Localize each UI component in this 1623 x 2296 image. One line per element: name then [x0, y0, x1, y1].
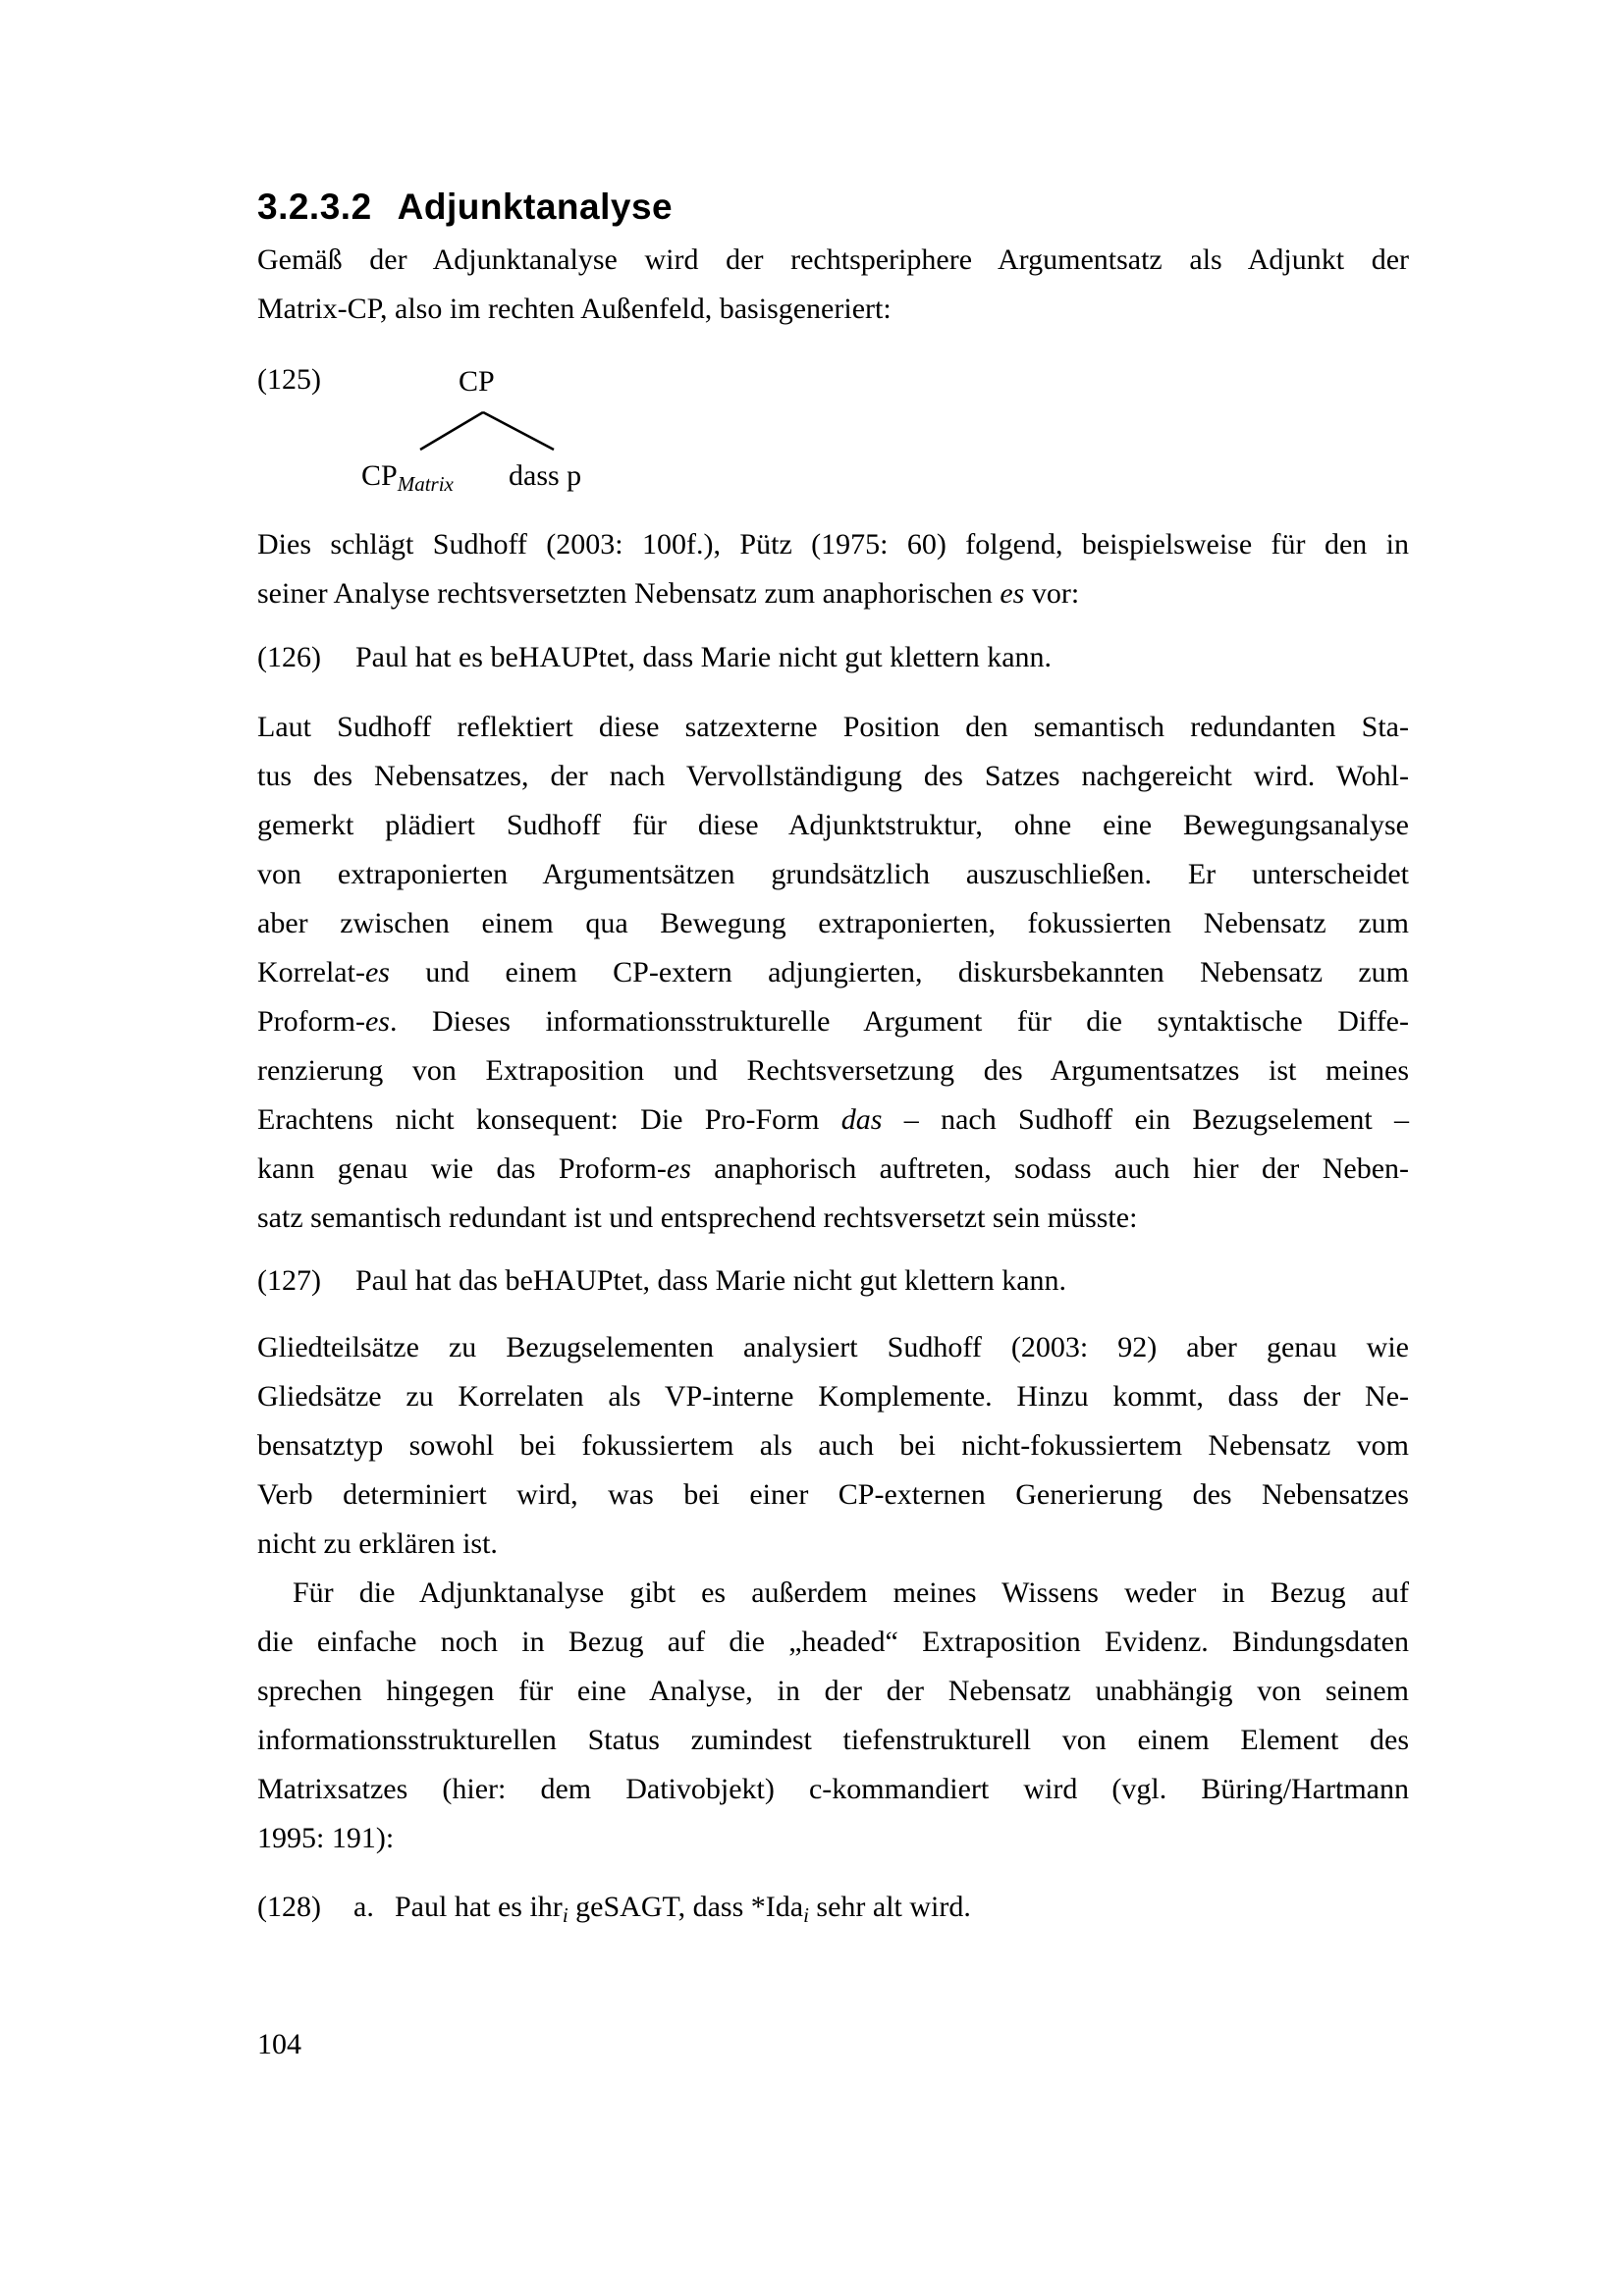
text-line: bensatztyp sowohl bei fokussiertem als auch bei nicht-fokussiertem Nebensatz vom [257, 1429, 1409, 1462]
text-line: Laut Sudhoff reflektiert diese satzexterne Position den semantisch redundanten Sta- [257, 711, 1409, 743]
example-128-label: (128) [257, 1891, 321, 1923]
text-line: Gliedsätze zu Korrelaten als VP-interne Komplemente. Hinzu kommt, dass der Ne- [257, 1380, 1409, 1413]
paragraph-gliedteilsaetze [257, 1323, 1409, 1569]
text-line: Verb determiniert wird, was bei einer CP-externen Generierung des Nebensatzes [257, 1478, 1409, 1511]
section-number: 3.2.3.2 [257, 187, 372, 227]
text-line: seiner Analyse rechtsversetzten Nebensatz zum anaphorischen es vor: [257, 577, 1080, 610]
example-125-label: (125) [257, 363, 321, 396]
text-line: informationsstrukturellen Status zumindest tiefenstrukturell von einem Element des [257, 1724, 1409, 1756]
tree-child-dass-p: dass p [509, 459, 582, 492]
text-line: Gemäß der Adjunktanalyse wird der rechtsperiphere Argumentsatz als Adjunkt der [257, 243, 1409, 276]
text-line: nicht zu erklären ist. [257, 1527, 498, 1560]
text-line: tus des Nebensatzes, der nach Vervollständigung des Satzes nachgereicht wird. Wohl- [257, 760, 1409, 792]
italic-text: das [840, 1103, 883, 1136]
example-126 [257, 633, 1409, 682]
text-line: Proform-es. Dieses informationsstrukturelle Argument für die syntaktische Diffe- [257, 1005, 1409, 1038]
example-127-label: (127) [257, 1264, 321, 1297]
text-line: die einfache noch in Bezug auf die „headed“ Extraposition Evidenz. Bindungsdaten [257, 1626, 1409, 1658]
text-line: Matrixsatzes (hier: dem Dativobjekt) c-kommandiert wird (vgl. Büring/Hartmann [257, 1773, 1409, 1805]
tree-root-node: CP [459, 365, 495, 398]
paragraph-intro [257, 236, 1409, 334]
paragraph-fuer-die-adjunktanalyse [257, 1569, 1409, 1863]
subscript-text: Matrix [397, 472, 454, 496]
text-line: 1995: 191): [257, 1822, 395, 1854]
example-127-text: Paul hat das beHAUPtet, dass Marie nicht gut klettern kann. [355, 1264, 1067, 1297]
text-line: satz semantisch redundant ist und entsprechend rechtsversetzt sein müsste: [257, 1201, 1138, 1234]
italic-text: es [1000, 577, 1025, 610]
subscript-text: i [803, 1903, 809, 1927]
italic-text: es [666, 1152, 691, 1185]
section-heading [257, 187, 1409, 228]
text-line: von extraponierten Argumentsätzen grundsätzlich auszuschließen. Er unterscheidet [257, 858, 1409, 890]
example-125 [257, 361, 709, 504]
tree-child-matrix-cp: $CP_{Matrix}$ [361, 459, 454, 496]
page-number: 104 [257, 2028, 301, 2060]
example-126-text: Paul hat es beHAUPtet, dass Marie nicht gut klettern kann. [355, 641, 1053, 673]
example-128-item-letter: a. [353, 1891, 374, 1923]
paragraph-sudhoff-puetz [257, 520, 1409, 618]
text-line: renzierung von Extraposition und Rechtsversetzung des Argumentsatzes ist meines [257, 1054, 1409, 1087]
text-line: Korrelat-es und einem CP-extern adjungierten, diskursbekannten Nebensatz zum [257, 956, 1409, 988]
text-line: sprechen hingegen für eine Analyse, in der der Nebensatz unabhängig von seinem [257, 1675, 1409, 1707]
paragraph-laut-sudhoff [257, 703, 1409, 1243]
example-128 [257, 1883, 1409, 1932]
text-line: Dies schlägt Sudhoff (2003: 100f.), Pütz (1975: 60) folgend, beispielsweise für den in [257, 528, 1409, 561]
italic-text: es [364, 1005, 390, 1038]
text-line: gemerkt plädiert Sudhoff für diese Adjunktstruktur, ohne eine Bewegungsanalyse [257, 809, 1409, 841]
italic-text: es [364, 956, 390, 988]
subscript-text: i [562, 1903, 568, 1927]
text-line: Erachtens nicht konsequent: Die Pro-Form das – nach Sudhoff ein Bezugselement – [257, 1103, 1409, 1136]
text-line: Matrix-CP, also im rechten Außenfeld, basisgeneriert: [257, 293, 892, 325]
example-126-label: (126) [257, 641, 321, 673]
example-127 [257, 1256, 1409, 1306]
example-128-text: Paul hat es ihr$_i$ geSAGT, dass *Ida$_i$ sehr alt wird. [395, 1891, 971, 1927]
text-line: Für die Adjunktanalyse gibt es außerdem meines Wissens weder in Bezug auf [293, 1576, 1409, 1609]
section-title: Adjunktanalyse [397, 187, 674, 227]
text-line: kann genau wie das Proform-es anaphorisch auftreten, sodass auch hier der Neben- [257, 1152, 1409, 1185]
text-line: Gliedteilsätze zu Bezugselementen analysiert Sudhoff (2003: 92) aber genau wie [257, 1331, 1409, 1363]
text-line: aber zwischen einem qua Bewegung extraponierten, fokussierten Nebensatz zum [257, 907, 1409, 939]
